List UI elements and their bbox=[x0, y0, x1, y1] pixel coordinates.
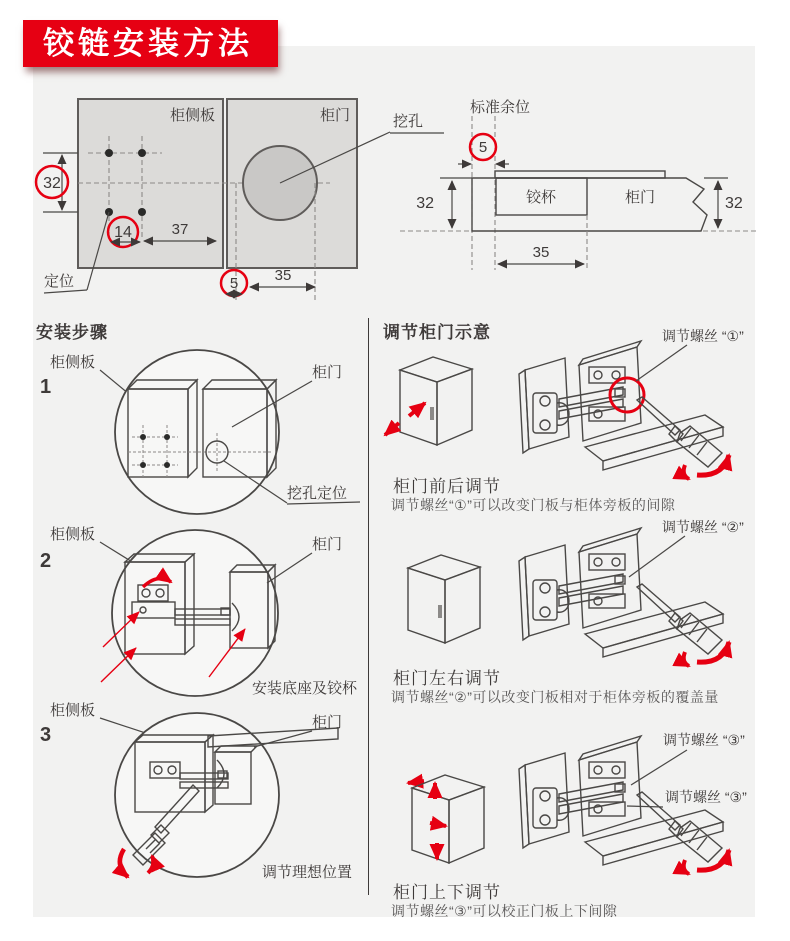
face-view-diagram bbox=[36, 99, 390, 300]
adjust1-hinge-assembly bbox=[519, 328, 744, 479]
cup-label: 铰杯 bbox=[525, 189, 557, 206]
dim-5: 5 bbox=[229, 275, 239, 292]
top-technical-drawing bbox=[28, 86, 762, 321]
adjust2-title: 柜门左右调节 bbox=[393, 669, 501, 688]
step2-number: 2 bbox=[40, 550, 52, 572]
gap-5: 5 bbox=[478, 139, 488, 156]
page-title: 铰链安装方法 bbox=[43, 26, 253, 61]
adjust-header: 调节柜门示意 bbox=[383, 323, 491, 342]
step3-side-panel-label: 柜侧板 bbox=[50, 702, 96, 719]
dim-37: 37 bbox=[171, 221, 189, 238]
step2-detail-circle bbox=[112, 530, 278, 696]
adjust1-rotate-arrow bbox=[697, 455, 729, 475]
dim-14: 14 bbox=[114, 224, 132, 241]
dim-32-left: 32 bbox=[416, 195, 434, 212]
dim-32-right: 32 bbox=[725, 195, 743, 212]
column-divider bbox=[368, 318, 369, 895]
installation-steps-drawing bbox=[28, 315, 368, 930]
adjust2-hinge-assembly bbox=[519, 528, 729, 666]
door-label-section: 柜门 bbox=[624, 189, 656, 206]
step-2 bbox=[40, 525, 358, 697]
step-1 bbox=[40, 350, 360, 514]
adjust1-motion-arrow-door bbox=[409, 403, 425, 416]
step1-number: 1 bbox=[40, 376, 52, 398]
step2-side-panel-label: 柜侧板 bbox=[50, 526, 96, 543]
adjust2-motion-arrow-left bbox=[408, 781, 424, 783]
step1-door-label: 柜门 bbox=[312, 364, 343, 381]
adjust1-title: 柜门前后调节 bbox=[393, 477, 501, 496]
side-panel-label: 柜侧板 bbox=[169, 107, 215, 124]
step-3 bbox=[40, 701, 352, 881]
adjust2-cabinet-box bbox=[408, 555, 480, 643]
adjust2-rotate-arrow bbox=[697, 642, 729, 662]
step3-door-label: 柜门 bbox=[312, 714, 343, 731]
adjust3-title: 柜门上下调节 bbox=[393, 883, 501, 902]
dim-35: 35 bbox=[274, 267, 292, 284]
drill-label: 挖孔 bbox=[393, 113, 424, 130]
dim-35-section: 35 bbox=[532, 244, 550, 261]
adjust1-cabinet-box bbox=[385, 357, 472, 445]
adjust1-screw-label: 调节螺丝 “①” bbox=[662, 328, 744, 344]
locate-label: 定位 bbox=[44, 273, 75, 290]
adjust3-screw-label-2: 调节螺丝 “③” bbox=[665, 789, 747, 805]
adjust3-hinge-assembly bbox=[519, 736, 729, 874]
dim-32: 32 bbox=[43, 175, 61, 192]
adjust3-rotate-arrow bbox=[697, 850, 729, 870]
adjust2-motion-arrow-right bbox=[430, 823, 446, 826]
adjust2-desc: 调节螺丝“②”可以改变门板相对于柜体旁板的覆盖量 bbox=[391, 689, 719, 705]
cross-section-diagram bbox=[390, 99, 758, 270]
adjust1-motion-arrow-outer bbox=[385, 423, 399, 435]
step2-caption: 安装底座及铰杯 bbox=[252, 680, 358, 697]
steps-header: 安装步骤 bbox=[36, 323, 108, 342]
adjust2-screw-label: 调节螺丝 “②” bbox=[662, 519, 744, 535]
step1-caption: 挖孔定位 bbox=[287, 485, 348, 502]
hinge-flange bbox=[495, 171, 665, 178]
door-label: 柜门 bbox=[319, 107, 350, 124]
clearance-label: 标准余位 bbox=[470, 99, 531, 116]
door-adjustment-drawing bbox=[375, 315, 790, 925]
step2-door-label: 柜门 bbox=[312, 536, 343, 553]
door-slab bbox=[472, 178, 707, 231]
step3-caption: 调节理想位置 bbox=[262, 864, 353, 881]
adjust3-desc: 调节螺丝“③”可以校正门板上下间隙 bbox=[391, 903, 618, 919]
step3-number: 3 bbox=[40, 724, 52, 746]
adjust3-cabinet-box bbox=[412, 775, 484, 863]
step1-side-panel-label: 柜侧板 bbox=[50, 354, 96, 371]
adjust1-desc: 调节螺丝“①”可以改变门板与柜体旁板的间隙 bbox=[391, 497, 676, 513]
adjust3-screw-label-1: 调节螺丝 “③” bbox=[663, 732, 745, 748]
step3-rotate-arrow-left bbox=[120, 849, 128, 877]
title-banner bbox=[23, 20, 278, 67]
